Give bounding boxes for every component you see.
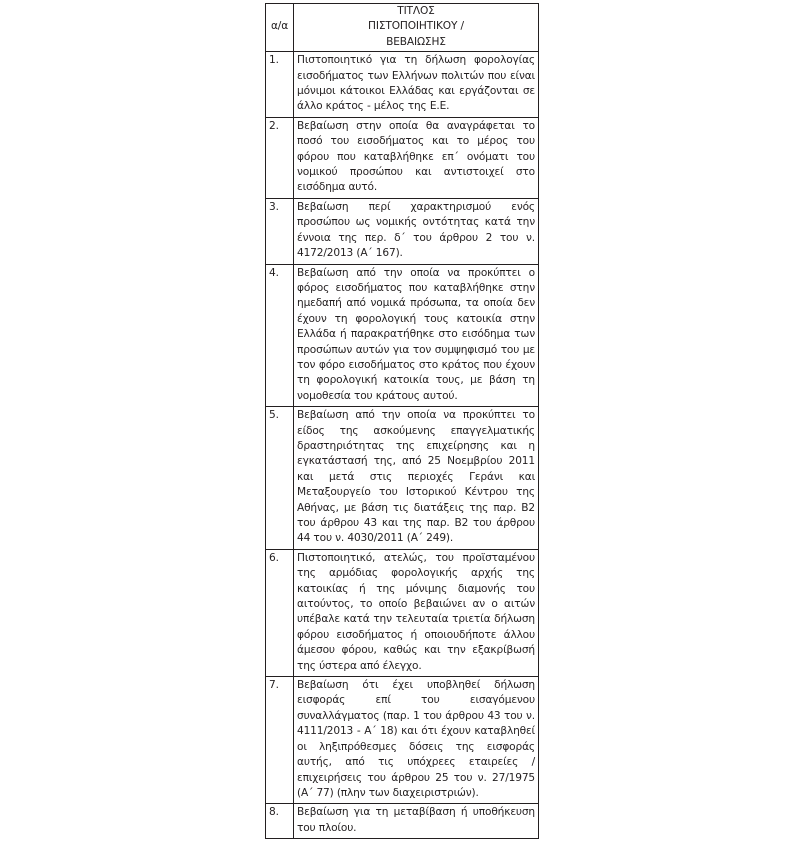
row-title: Βεβαίωση στην οποία θα αναγράφεται το ποσό του εισοδήματος και το μέρος του φόρου που καταβλήθηκε επ΄ ονόματι του νομικού προσώπου και αντιστοιχεί στο εισόδημα αυτό.	[294, 117, 539, 198]
header-title-line: ΤΙΤΛΟΣ	[397, 5, 435, 17]
table-body	[266, 52, 539, 839]
table-row	[266, 264, 539, 407]
row-number: 2.	[266, 117, 294, 198]
table-row	[266, 52, 539, 118]
table-row	[266, 117, 539, 198]
row-title: Βεβαίωση από την οποία να προκύπτει το είδος της ασκούμενης επαγγελματικής δραστηριότητας της επιχείρησης και η εγκατάστασή της, από 25 Νοεμβρίου 2011 και μετά στις περιοχές Γεράνι και Μεταξουργείο του Ιστορικού Κέντρου της Αθήνας, με βάση τις διατάξεις της παρ. Β2 του άρθρου 43 και της παρ. Β2 του άρθρου 44 του ν. 4030/2011 (Α΄ 249).	[294, 407, 539, 550]
row-number: 8.	[266, 804, 294, 839]
header-title	[294, 4, 539, 52]
row-number: 6.	[266, 549, 294, 676]
certificates-table	[265, 3, 539, 839]
header-title-line: ΠΙΣΤΟΠΟΙΗΤΙΚΟΥ /	[368, 20, 464, 33]
row-title: Βεβαίωση περί χαρακτηρισμού ενός προσώπου ως νομικής οντότητας κατά την έννοια της περ. δ΄ του άρθρου 2 του ν. 4172/2013 (Α΄ 167).	[294, 198, 539, 264]
table-row	[266, 804, 539, 839]
row-number: 7.	[266, 677, 294, 804]
table-header	[266, 4, 539, 52]
header-number: α/α	[266, 4, 294, 52]
row-title: Βεβαίωση από την οποία να προκύπτει ο φόρος εισοδήματος που καταβλήθηκε στην ημεδαπή από νομικά πρόσωπα, τα οποία δεν έχουν τη φορολογική τους κατοικία στην Ελλάδα ή παρακρατήθηκε στο εισόδημα των προσώπων αυτών για τον συμψηφισμό του με τον φόρο εισοδήματος στο κράτος που έχουν τη φορολογική κατοικία τους, με βάση τη νομοθεσία του κράτους αυτού.	[294, 264, 539, 407]
row-number: 1.	[266, 52, 294, 118]
header-title-line: ΒΕΒΑΙΩΣΗΣ	[386, 35, 446, 48]
row-title: Βεβαίωση για τη μεταβίβαση ή υποθήκευση του πλοίου.	[294, 804, 539, 839]
table-row	[266, 198, 539, 264]
row-title: Βεβαίωση ότι έχει υποβληθεί δήλωση εισφοράς επί του εισαγόμενου συναλλάγματος (παρ. 1 του άρθρου 43 του ν. 4111/2013 - Α΄ 18) και ότι έχουν καταβληθεί οι ληξιπρόθεσμες δόσεις της εισφοράς αυτής, από τις υπόχρεες εταιρείες / επιχειρήσεις του άρθρου 25 του ν. 27/1975 (Α΄ 77) (πλην των διαχειριστριών).	[294, 677, 539, 804]
table-row	[266, 407, 539, 550]
table-row	[266, 549, 539, 676]
row-title: Πιστοποιητικό για τη δήλωση φορολογίας εισοδήματος των Ελλήνων πολιτών που είναι μόνιμοι κάτοικοι Ελλάδας και εργάζονται σε άλλο κράτος - μέλος της Ε.Ε.	[294, 52, 539, 118]
table-row	[266, 677, 539, 804]
row-number: 4.	[266, 264, 294, 407]
row-number: 3.	[266, 198, 294, 264]
row-title: Πιστοποιητικό, ατελώς, του προϊσταμένου της αρμόδιας φορολογικής αρχής της κατοικίας ή της μόνιμης διαμονής του αιτούντος, το οποίο βεβαιώνει αν ο αιτών υπέβαλε κατά την τελευταία τριετία δήλωση φόρου εισοδήματος ή οποιουδήποτε άλλου άμεσου φόρου, καθώς και την εξακρίβωσή της ύστερα από έλεγχο.	[294, 549, 539, 676]
header-row	[266, 4, 539, 52]
row-number: 5.	[266, 407, 294, 550]
